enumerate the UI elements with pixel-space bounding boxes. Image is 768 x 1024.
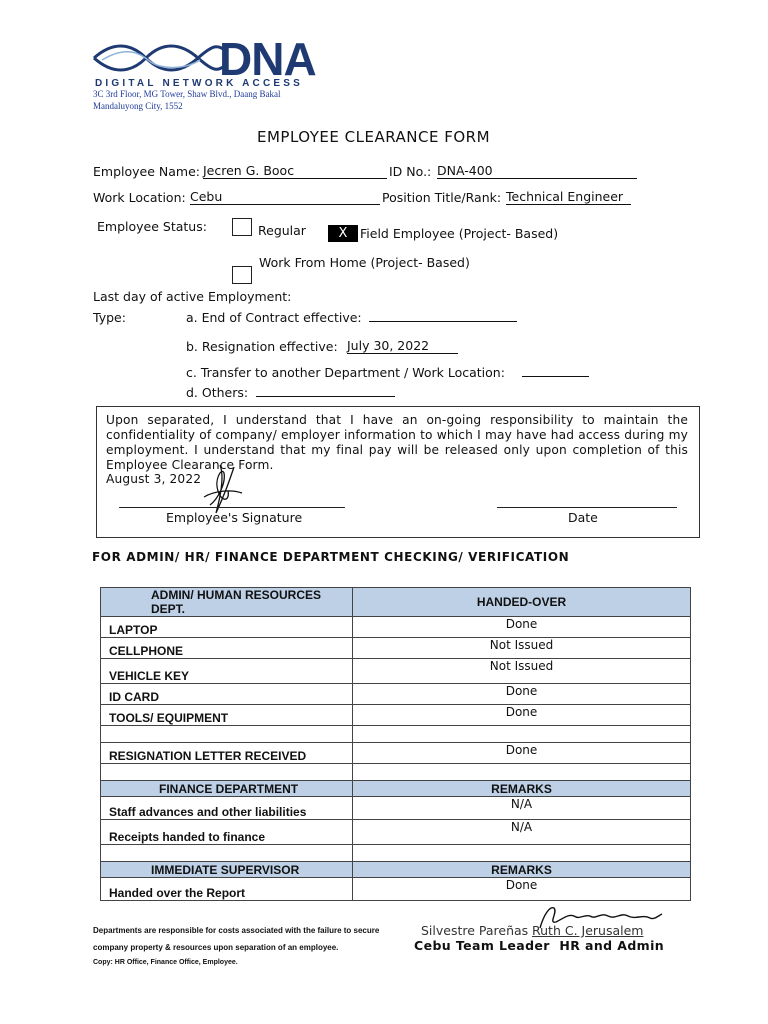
- wfh-checkbox[interactable]: [232, 266, 252, 284]
- table-row: [101, 797, 691, 820]
- copy-distribution: Copy: HR Office, Finance Office, Employee.: [93, 959, 238, 966]
- admin-status[interactable]: Done: [353, 743, 691, 764]
- field-employee-checkbox[interactable]: X: [328, 225, 358, 242]
- regular-label: Regular: [258, 223, 306, 238]
- admin-status[interactable]: Not Issued: [353, 659, 691, 684]
- disclaimer-line1: Departments are responsible for costs associated with the failure to secure: [93, 926, 380, 935]
- table-row-empty: [101, 764, 691, 781]
- date-line: [497, 507, 677, 508]
- employee-name-label: Employee Name:: [93, 164, 200, 179]
- acknowledgement-box: [96, 406, 700, 538]
- company-logo: [92, 33, 332, 92]
- field-employee-label: Field Employee (Project- Based): [360, 226, 559, 241]
- admin-item: VEHICLE KEY: [101, 659, 353, 684]
- admin-header-row: [101, 588, 691, 617]
- company-address-line1: 3C 3rd Floor, MG Tower, Shaw Blvd., Daang Bakal: [93, 89, 281, 99]
- table-row-empty: [101, 845, 691, 862]
- table-row-empty: [101, 726, 691, 743]
- position-field[interactable]: Technical Engineer: [506, 189, 631, 205]
- table-row: [101, 820, 691, 845]
- finance-header-row: [101, 781, 691, 797]
- signer2-name: Ruth C. Jerusalem: [532, 923, 644, 938]
- admin-item: TOOLS/ EQUIPMENT: [101, 705, 353, 726]
- type-b-label: b. Resignation effective:: [186, 339, 338, 354]
- table-row: [101, 638, 691, 659]
- id-field[interactable]: DNA-400: [437, 163, 637, 179]
- disclaimer-line2: company property & resources upon separation of an employee.: [93, 943, 339, 952]
- supervisor-item: Handed over the Report: [101, 878, 353, 901]
- finance-status[interactable]: N/A: [353, 820, 691, 845]
- supervisor-header-row: [101, 862, 691, 878]
- form-title: EMPLOYEE CLEARANCE FORM: [257, 128, 491, 146]
- logo-subtitle: DIGITAL NETWORK ACCESS: [95, 78, 303, 89]
- verification-heading: FOR ADMIN/ HR/ FINANCE DEPARTMENT CHECKING/ VERIFICATION: [92, 550, 570, 564]
- supervisor-header: IMMEDIATE SUPERVISOR: [101, 862, 353, 878]
- supervisor-remarks-header: REMARKS: [353, 862, 691, 878]
- finance-status[interactable]: N/A: [353, 797, 691, 820]
- admin-item: ID CARD: [101, 684, 353, 705]
- dna-helix-icon: [92, 40, 230, 76]
- signature-label: Employee's Signature: [166, 510, 303, 525]
- admin-item: RESIGNATION LETTER RECEIVED: [101, 743, 353, 764]
- last-day-label: Last day of active Employment:: [93, 289, 292, 304]
- finance-remarks-header: REMARKS: [353, 781, 691, 797]
- finance-item: Staff advances and other liabilities: [101, 797, 353, 820]
- admin-status[interactable]: Not Issued: [353, 638, 691, 659]
- table-row: [101, 705, 691, 726]
- type-c-field[interactable]: [522, 363, 589, 377]
- supervisor-status[interactable]: Done: [353, 878, 691, 901]
- handed-over-header: HANDED-OVER: [353, 588, 691, 617]
- admin-item: CELLPHONE: [101, 638, 353, 659]
- admin-item: LAPTOP: [101, 617, 353, 638]
- logo-text: DNA: [219, 33, 316, 85]
- regular-checkbox[interactable]: [232, 218, 252, 236]
- wfh-label: Work From Home (Project- Based): [259, 255, 470, 270]
- company-address-line2: Mandaluyong City, 1552: [93, 101, 183, 111]
- admin-status[interactable]: Done: [353, 705, 691, 726]
- id-label: ID No.:: [389, 164, 432, 179]
- table-row: [101, 878, 691, 901]
- type-d-field[interactable]: [256, 383, 395, 397]
- employee-status-label: Employee Status:: [97, 219, 207, 234]
- table-row: [101, 684, 691, 705]
- hr-signature-mark: [534, 902, 664, 932]
- table-row: [101, 659, 691, 684]
- type-a-field[interactable]: [369, 308, 517, 322]
- acknowledgement-text: Upon separated, I understand that I have an on-going responsibility to maintain the confidentiality of company/ employer information to which I may have had access during my employment. I understand that my final pay will be released only upon completion of this Employee Clearance Form.: [106, 413, 688, 472]
- finance-item: Receipts handed to finance: [101, 820, 353, 845]
- work-location-field[interactable]: Cebu: [190, 189, 380, 205]
- signer-titles: Cebu Team Leader HR and Admin: [414, 938, 665, 953]
- signature-line: [119, 507, 345, 508]
- table-row: [101, 743, 691, 764]
- signer1-name: Silvestre Pareñas: [421, 923, 529, 938]
- admin-dept-header: ADMIN/ HUMAN RESOURCES DEPT.: [101, 588, 353, 617]
- finance-dept-header: FINANCE DEPARTMENT: [101, 781, 353, 797]
- acknowledgement-date: August 3, 2022: [106, 472, 202, 486]
- type-d-label: d. Others:: [186, 385, 249, 400]
- table-row: [101, 617, 691, 638]
- date-label: Date: [568, 510, 598, 525]
- type-label: Type:: [93, 310, 126, 325]
- admin-status[interactable]: Done: [353, 617, 691, 638]
- admin-status[interactable]: Done: [353, 684, 691, 705]
- type-a-label: a. End of Contract effective:: [186, 310, 362, 325]
- work-location-label: Work Location:: [93, 190, 186, 205]
- type-c-label: c. Transfer to another Department / Work Location:: [186, 365, 505, 380]
- position-label: Position Title/Rank:: [382, 190, 502, 205]
- type-b-field[interactable]: July 30, 2022: [347, 338, 458, 354]
- clearance-checklist-table: [100, 587, 691, 901]
- employee-name-field[interactable]: Jecren G. Booc: [203, 163, 387, 179]
